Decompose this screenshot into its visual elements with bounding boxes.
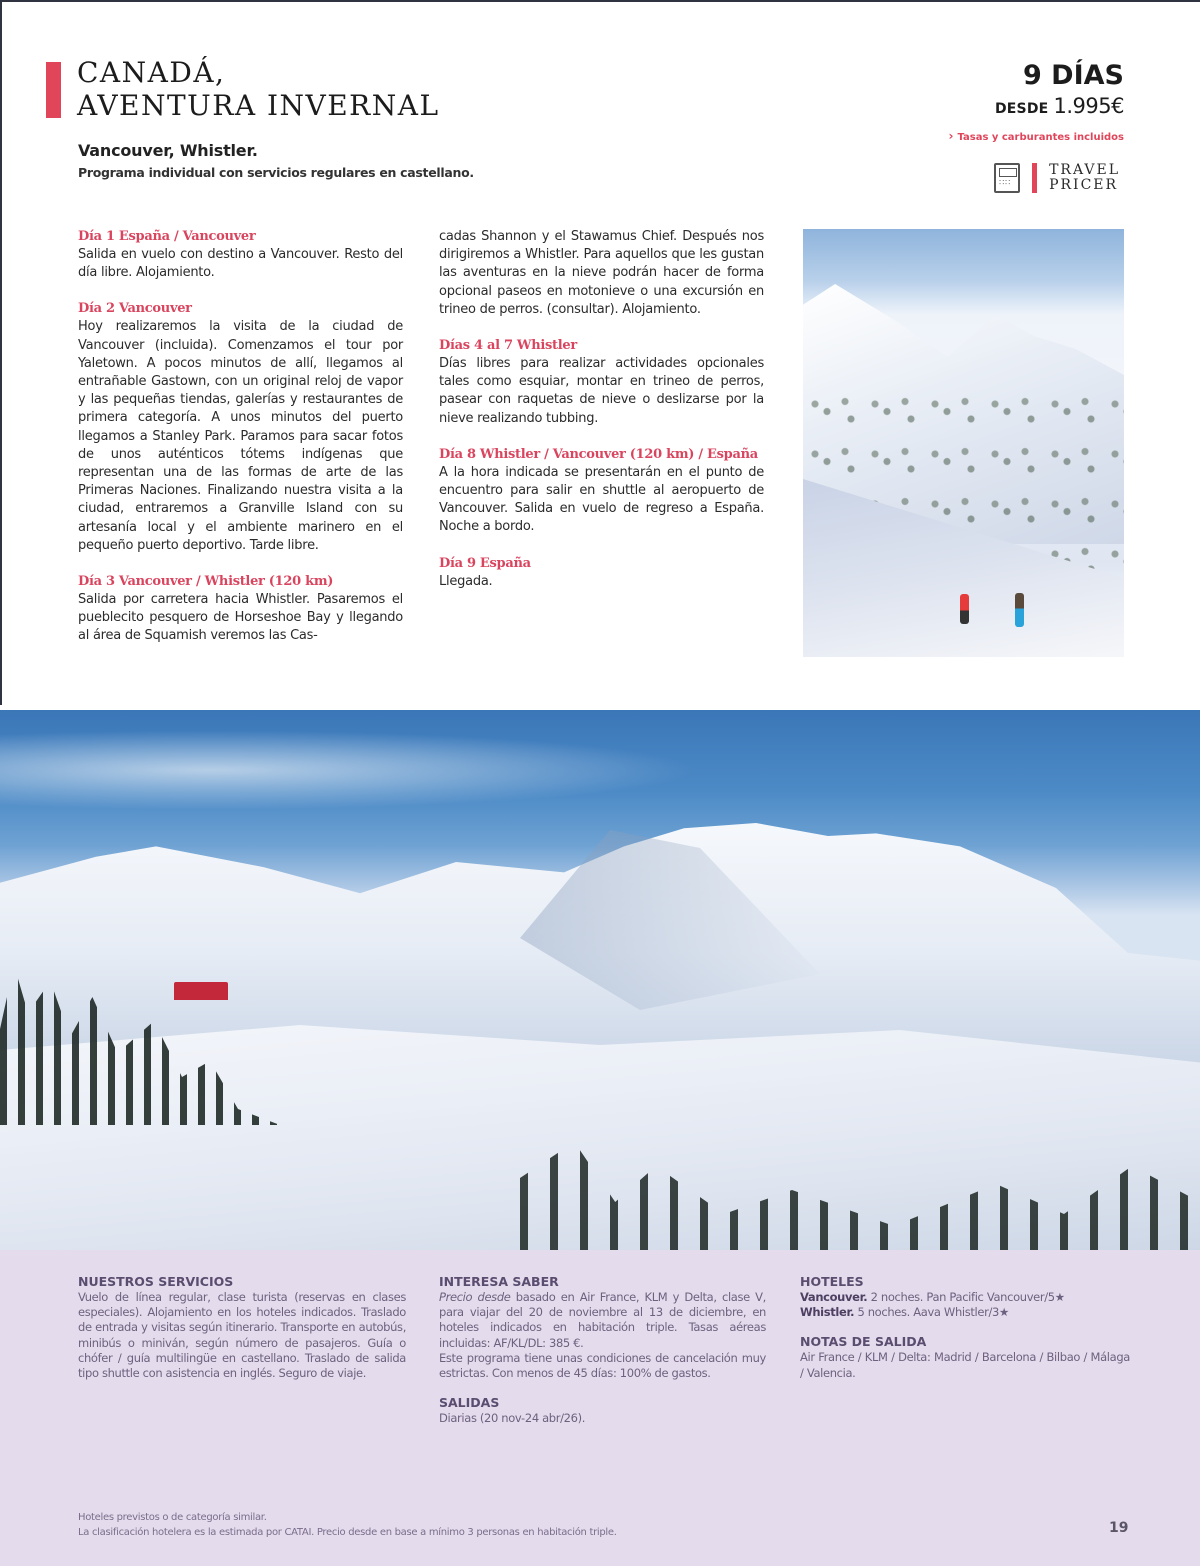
day-text-continuation: cadas Shannon y el Stawamus Chief. Después nos dirigiremos a Whistler. Para aquellos que les gustan las aventuras en la nieve podrán hacer de forma opcional paseos en motonieve o una excursión en trineo de perros. (consultar). Alojamiento. — [439, 229, 764, 317]
skier-red-figure — [960, 594, 969, 624]
hotel-city: Vancouver. — [800, 1290, 868, 1304]
services-block — [78, 1274, 406, 1381]
travel-pricer-label — [1049, 163, 1120, 193]
departure-notes-heading: NOTAS DE SALIDA — [800, 1334, 927, 1350]
hotel-detail: 2 noches. Pan Pacific Vancouver/5★ — [867, 1290, 1065, 1304]
itinerary-day — [439, 337, 764, 428]
info-column-hotels — [800, 1274, 1130, 1395]
itinerary-column-2 — [439, 228, 764, 609]
photo-cloud — [0, 730, 700, 810]
departure-notes-text: Air France / KLM / Delta: Madrid / Barcelona / Bilbao / Málaga / Valencia. — [800, 1350, 1130, 1380]
mountain-panorama-photo — [0, 710, 1200, 1250]
day-text: Días libres para realizar actividades opcionales tales como esquiar, montar en trineo de perros, pasear con raquetas de nieve o deslizarse por la nieve realizando tubbing. — [439, 356, 764, 426]
hotel-detail: 5 noches. Aava Whistler/3★ — [854, 1305, 1009, 1320]
travel-pricer-badge[interactable] — [994, 163, 1120, 193]
itinerary-day — [78, 573, 403, 646]
day-text: Salida por carretera hacia Whistler. Pasaremos el pueblecito pesquero de Horseshoe Bay y llegando al área de Squamish veremos las Cas- — [78, 592, 403, 644]
itinerary-column-1 — [78, 228, 403, 664]
travel-pricer-accent-bar — [1032, 163, 1037, 193]
travel-pricer-line-2: PRICER — [1049, 177, 1119, 193]
day-text: Hoy realizaremos la visita de la ciudad de Vancouver (incluida). Comenzamos el tour por Yaletown. A pocos minutos de allí, llegamos al entrañable Gastown, con un original reloj de vapor y las pequeñas tiendas, galerías y restaurantes de primera categoría. A unos minutos del puerto llegamos a Stanley Park. Paramos para sacar fotos de unos auténticos tótems indígenas que representan una de las formas de arte de las Primeras Naciones. Finalizando nuestra visita a la ciudad, entraremos a Granville Island con su artesanía local y el ambiente marinero en el pequeño puerto deportivo. Tarde libre. — [78, 319, 403, 553]
hotel-item — [800, 1290, 1130, 1305]
info-column-good-to-know — [439, 1274, 766, 1440]
footnote-line-1: Hoteles previstos o de categoría similar. — [78, 1512, 267, 1523]
day-title: Día 1 España / Vancouver — [78, 229, 256, 244]
departures-heading: SALIDAS — [439, 1395, 500, 1411]
day-text: Llegada. — [439, 573, 493, 589]
hotel-city: Whistler. — [800, 1305, 855, 1320]
day-title: Día 8 Whistler / Vancouver (120 km) / España — [439, 446, 758, 462]
skier-blue-figure — [1015, 593, 1024, 627]
hotels-block — [800, 1274, 1130, 1320]
services-heading: NUESTROS SERVICIOS — [78, 1274, 234, 1289]
day-title: Día 9 España — [439, 555, 531, 571]
calculator-icon — [994, 163, 1020, 193]
footnote — [78, 1510, 617, 1540]
price-line — [995, 94, 1124, 118]
services-text: Vuelo de línea regular, clase turista (reservas en clases especiales). Alojamiento en los hoteles indicados. Traslado de entrada y visitas según itinerario. Transporte en autobús, minibús o miniván, según número de pasajeros. Guía o chófer / guía multilingüe en castellano. Traslado de salida tipo shuttle con asistencia en inglés. Seguro de viaje. — [78, 1290, 406, 1381]
title-line-1: CANADÁ, — [77, 56, 226, 89]
page-title — [77, 56, 440, 122]
hotel-item — [800, 1305, 1130, 1320]
day-text: A la hora indicada se presentarán en el punto de encuentro para salir en shuttle al aeropuerto de Vancouver. Salida en vuelo de regreso a España. Noche a bordo. — [439, 464, 764, 535]
travel-pricer-line-1: TRAVEL — [1049, 162, 1120, 178]
photo-ski-lodge — [174, 982, 228, 1000]
page-border-top — [0, 0, 1200, 2]
good-to-know-text — [439, 1290, 766, 1351]
good-to-know-body: basado en Air France, KLM y Delta, clase V, para viajar del 20 de noviembre al 13 de diciembre, en hoteles indicados en habitación triple. Tasas aéreas incluidas: AF/KL/DL: 385 €. — [439, 1290, 766, 1350]
price-from-label: DESDE — [994, 101, 1049, 117]
price-amount: 1.995€ — [1053, 94, 1124, 118]
ski-slope-photo — [803, 229, 1124, 657]
good-to-know-block — [439, 1274, 766, 1381]
title-accent-bar — [46, 62, 61, 118]
taxes-note-text: Tasas y carburantes incluidos — [957, 132, 1124, 143]
departures-block — [439, 1395, 766, 1426]
page-border-left — [0, 0, 2, 705]
page-number: 19 — [1109, 1520, 1129, 1536]
itinerary-day — [439, 446, 764, 537]
price-from-italic: Precio desde — [439, 1290, 511, 1304]
departure-notes-block — [800, 1334, 1130, 1380]
cancellation-text: Este programa tiene unas condiciones de cancelación muy estrictas. Con menos de 45 días: 100% de gastos. — [439, 1350, 766, 1381]
hotels-heading: HOTELES — [800, 1274, 864, 1289]
taxes-note — [949, 129, 1124, 143]
good-to-know-heading: INTERESA SABER — [439, 1274, 559, 1289]
trip-duration: 9 DÍAS — [1023, 60, 1124, 91]
itinerary-day — [439, 555, 764, 591]
destinations-subtitle: Vancouver, Whistler. — [78, 141, 258, 160]
day-title: Día 3 Vancouver / Whistler (120 km) — [78, 574, 334, 590]
program-note: Programa individual con servicios regulares en castellano. — [78, 165, 474, 180]
departures-text: Diarias (20 nov-24 abr/26). — [439, 1411, 586, 1426]
day-title: Día 2 Vancouver — [78, 301, 192, 317]
title-line-2: AVENTURA INVERNAL — [77, 89, 440, 122]
day-text: Salida en vuelo con destino a Vancouver. Resto del día libre. Alojamiento. — [78, 247, 403, 281]
itinerary-day — [78, 300, 403, 555]
info-column-services — [78, 1274, 406, 1395]
footnote-line-2: La clasificación hotelera es la estimada por CATAI. Precio desde en base a mínimo 3 personas en habitación triple. — [78, 1527, 617, 1538]
chevron-right-icon: › — [948, 129, 954, 143]
itinerary-day — [78, 228, 403, 282]
day-title: Días 4 al 7 Whistler — [439, 338, 577, 354]
